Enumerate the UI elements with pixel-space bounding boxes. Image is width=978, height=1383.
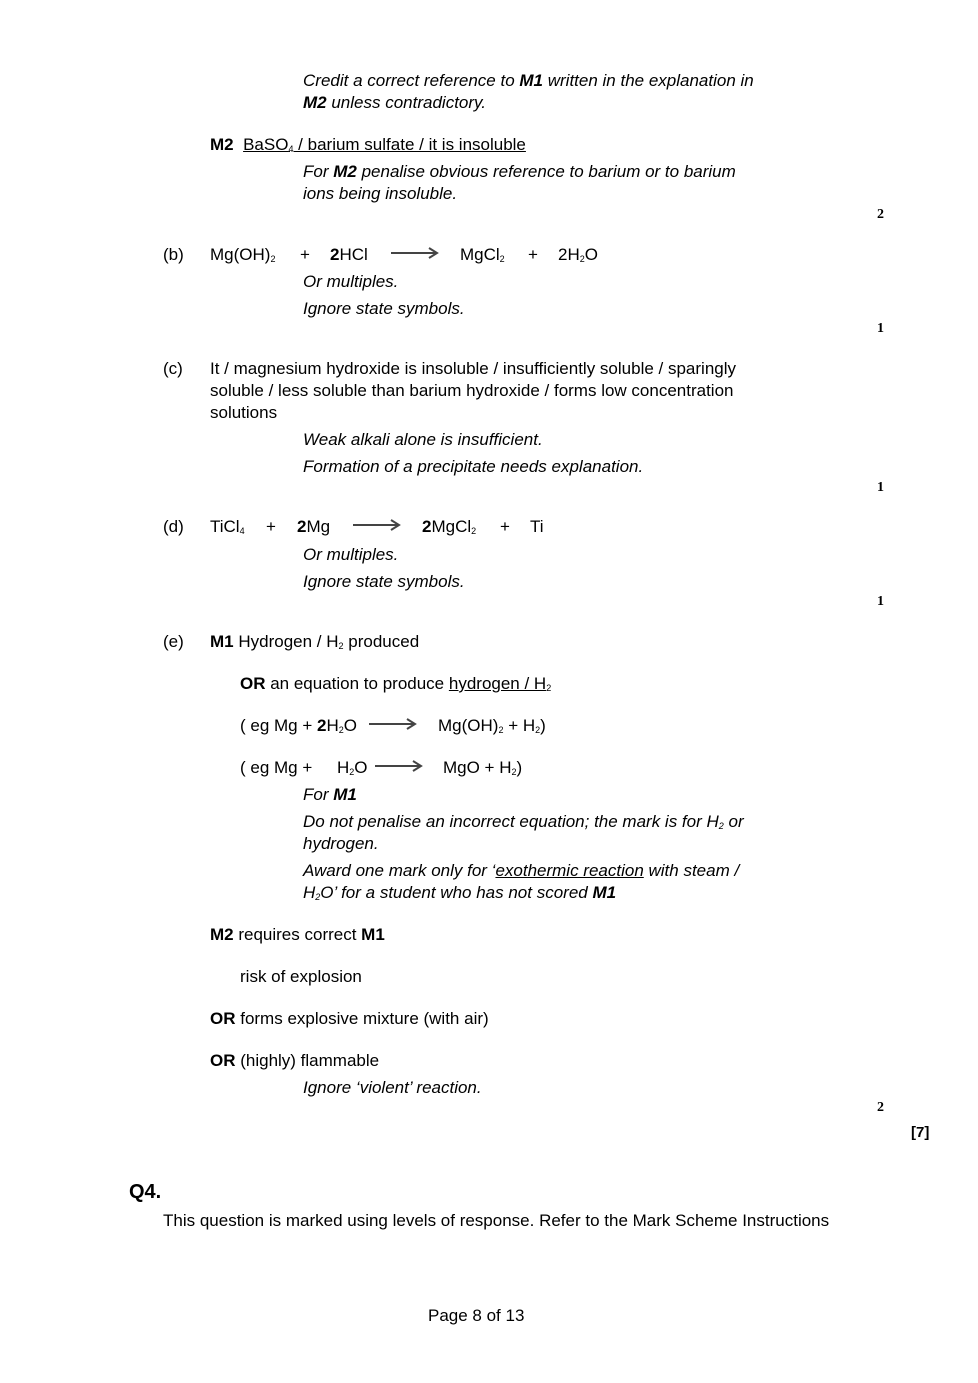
mark-a: 2	[877, 207, 884, 222]
d-note-state: Ignore state symbols.	[303, 572, 465, 591]
d-note-multiples: Or multiples.	[303, 545, 399, 564]
a-m2-answer: M2 BaSO$_4$ / barium sulfate / it is insoluble	[210, 135, 526, 154]
e-m2-requires: M2 requires correct M1	[210, 925, 385, 944]
c-answer-line1: It / magnesium hydroxide is insoluble / insufficiently soluble / sparingly	[210, 359, 737, 378]
b-plus-1: +	[300, 245, 310, 264]
b-product-mgcl: MgCl$_2$	[460, 245, 505, 264]
e-arrow-1-icon	[368, 717, 418, 731]
b-reactant-mgoh: $Mg(OH)_2$	[210, 245, 276, 264]
d-arrow-icon	[352, 518, 402, 532]
e-arrow-2-icon	[374, 759, 424, 773]
e-equation-2-water: $H_2O$	[337, 758, 368, 777]
a-m2-note-line2: ions being insoluble.	[303, 184, 458, 203]
mark-b: 1	[877, 321, 884, 336]
e-equation-2-reactants: ( eg Mg +	[240, 758, 313, 777]
d-reactant-mg: 2Mg	[297, 517, 331, 536]
e-or-equation: OR an equation to produce hydrogen / $H_2$	[240, 674, 552, 693]
b-reactant-hcl: 2HCl	[330, 245, 368, 264]
e-for-m1: For M1	[303, 785, 357, 804]
b-plus-2: +	[528, 245, 538, 264]
e-equation-1-reactants: ( eg $Mg + 2H_2O$	[240, 716, 358, 735]
e-award-line1: Award one mark only for ‘exothermic reaction with steam /	[303, 861, 740, 880]
b-product-h2o: $2H_2O$	[558, 245, 598, 264]
b-arrow-icon	[390, 246, 440, 260]
e-risk: risk of explosion	[240, 967, 362, 986]
question-total: [7]	[911, 1124, 930, 1141]
b-note-multiples: Or multiples.	[303, 272, 399, 291]
d-reactant-ticl: TiCl$_4$	[210, 517, 245, 536]
e-equation-1-products: $Mg(OH)_2 + H_2$)	[438, 716, 546, 735]
label-e: (e)	[163, 632, 184, 651]
label-b: (b)	[163, 245, 184, 264]
q4-text: This question is marked using levels of response. Refer to the Mark Scheme Instructions	[163, 1211, 830, 1230]
d-plus-2: +	[500, 517, 510, 536]
e-award-line2: $H_2O$’ for a student who has not scored M1	[303, 883, 617, 902]
label-d: (d)	[163, 517, 184, 536]
e-equation-2-products: MgO + $H_2$)	[443, 758, 523, 777]
mark-c: 1	[877, 480, 884, 495]
page-number: Page 8 of 13	[428, 1306, 525, 1325]
q4-heading: Q4.	[129, 1181, 162, 1203]
b-note-state: Ignore state symbols.	[303, 299, 465, 318]
credit-note-line2: M2 unless contradictory.	[303, 93, 486, 112]
mark-e: 2	[877, 1100, 884, 1115]
c-note-1: Weak alkali alone is insufficient.	[303, 430, 543, 449]
c-answer-line2: soluble / less soluble than barium hydroxide / forms low concentration	[210, 381, 734, 400]
e-ignore-violent: Ignore ‘violent’ reaction.	[303, 1078, 482, 1097]
e-do-not-penalise-line1: Do not penalise an incorrect equation; the mark is for $H_2$ or	[303, 812, 744, 831]
d-product-ti: Ti	[530, 517, 544, 536]
mark-d: 1	[877, 594, 884, 609]
a-m2-note-line1: For M2 penalise obvious reference to barium or to barium	[303, 162, 736, 181]
credit-note-line1: Credit a correct reference to M1 written in the explanation in	[303, 71, 754, 90]
e-or-flammable: OR (highly) flammable	[210, 1051, 380, 1070]
e-m1-answer: M1 Hydrogen / $H_2$ produced	[210, 632, 420, 651]
c-note-2: Formation of a precipitate needs explanation.	[303, 457, 644, 476]
d-plus-1: +	[266, 517, 276, 536]
e-do-not-penalise-line2: hydrogen.	[303, 834, 379, 853]
e-or-explosive: OR forms explosive mixture (with air)	[210, 1009, 489, 1028]
d-product-mgcl: 2MgCl$_2$	[422, 517, 477, 536]
c-answer-line3: solutions	[210, 403, 278, 422]
label-c: (c)	[163, 359, 183, 378]
